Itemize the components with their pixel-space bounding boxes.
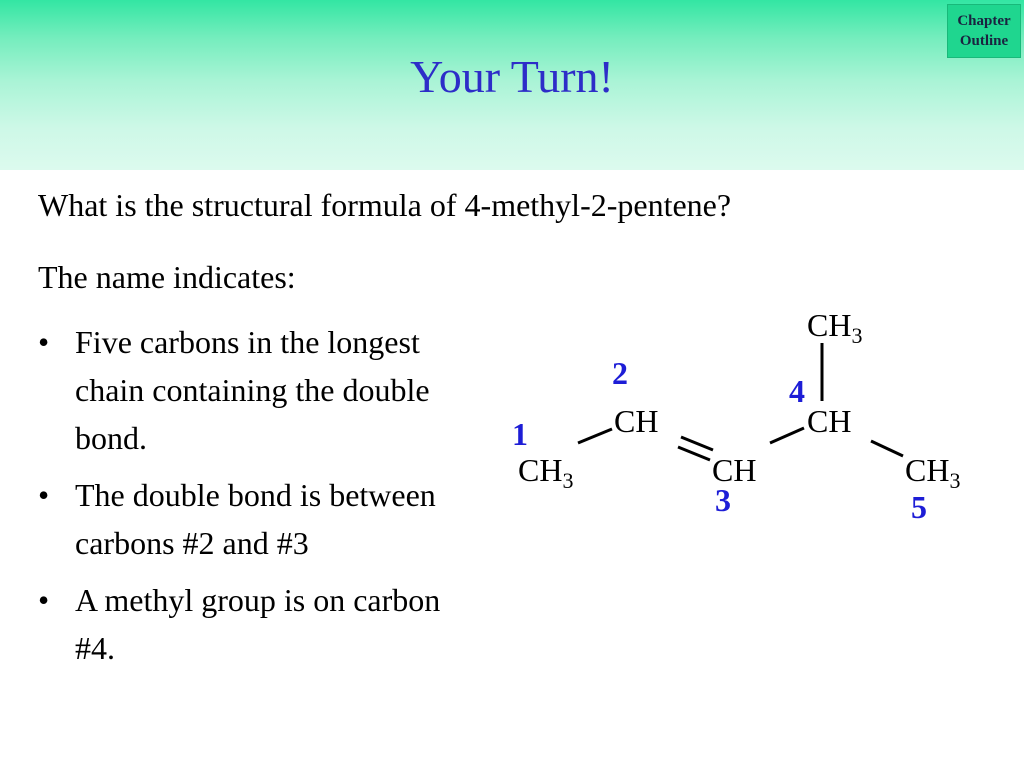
group-c1: $CH_3$ [518,452,574,493]
slide-title: Your Turn! [410,51,614,102]
chapter-outline-label-line2: Outline [959,33,1009,49]
question-text: What is the structural formula of 4-methyl-2-pentene? [38,187,732,223]
bond-c3-c4 [770,428,804,443]
bond-c4-c5 [871,441,903,456]
bullet-dot: • [38,582,50,618]
double-bond-c2-c3-a [681,437,713,450]
intro-text: The name indicates: [38,259,296,295]
group-c4: CH [807,403,852,439]
bullet-text: Five carbons in the longest chain containing the double bond. [75,324,430,456]
group-c2: CH [614,403,659,439]
double-bond-c2-c3-b [678,447,710,460]
group-c3: CH [712,452,757,488]
chapter-outline-label-line1: Chapter [957,13,1011,29]
carbon-number-2: 2 [612,355,628,391]
bullet-dot: • [38,324,50,360]
carbon-number-3: 3 [715,482,731,518]
bond-c1-c2 [578,429,612,443]
bullet-text: A methyl group is on carbon #4. [75,582,441,666]
group-c5: $CH_3$ [905,452,961,493]
group-methyl: $CH_3$ [807,307,863,348]
carbon-number-1: 1 [512,416,528,452]
carbon-number-4: 4 [789,373,805,409]
bullet-dot: • [38,477,50,513]
carbon-number-5: 5 [911,489,927,525]
bullet-text: The double bond is between carbons #2 and #3 [75,477,436,561]
